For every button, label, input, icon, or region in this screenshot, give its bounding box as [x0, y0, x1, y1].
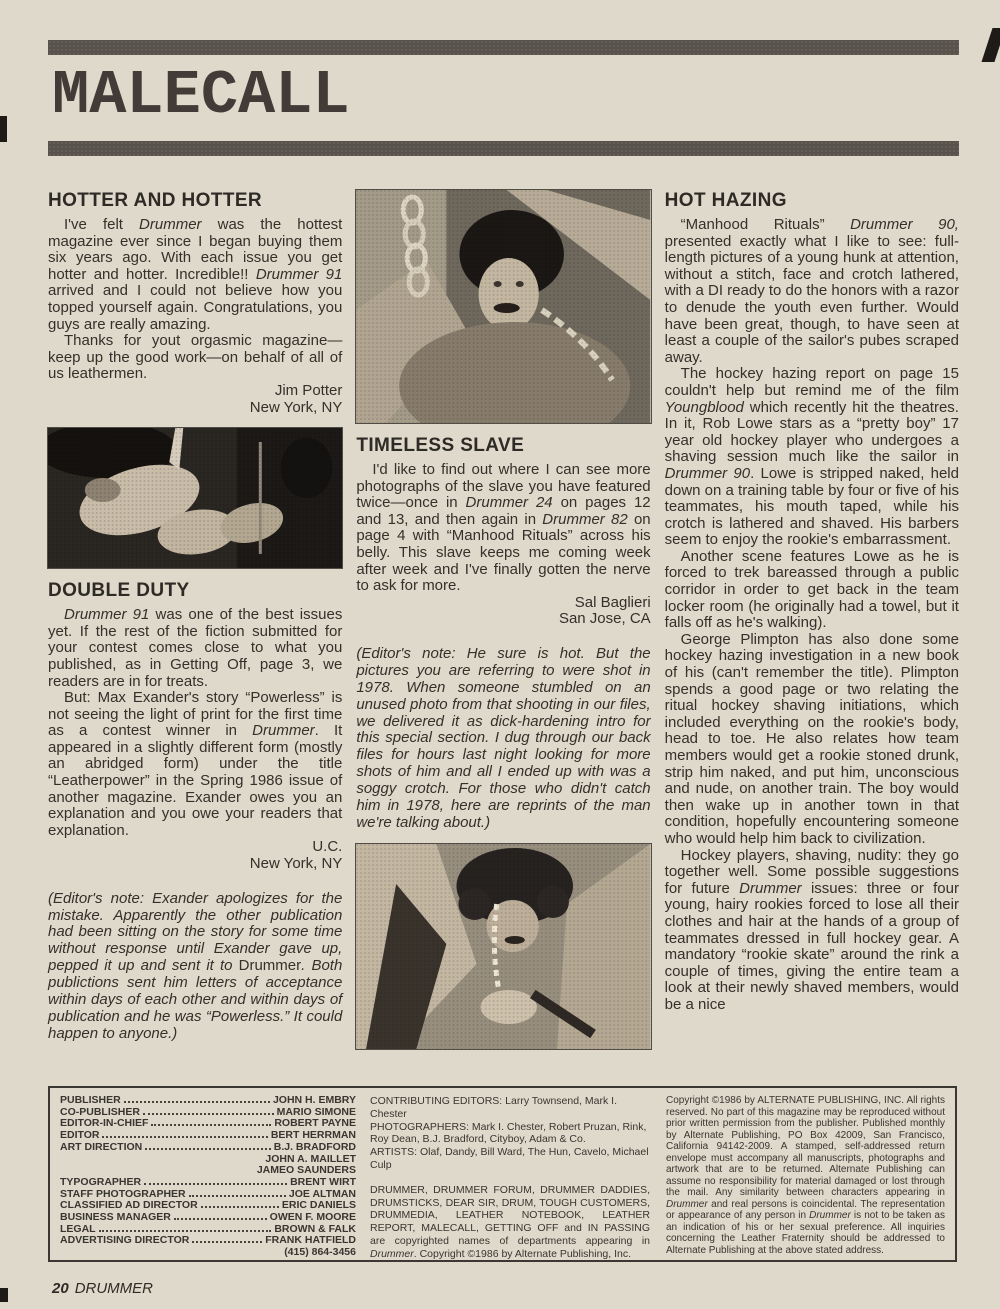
- dot-leader: [102, 1136, 267, 1138]
- staff-name: JOHN A. MAILLET: [265, 1152, 356, 1165]
- column-1: [48, 190, 342, 1061]
- text-segment: Drummer: [370, 1247, 414, 1260]
- column-2: [356, 190, 650, 1061]
- letter-paragraph: [48, 217, 342, 333]
- copyright-notice: [662, 1088, 955, 1260]
- staff-role: LEGAL: [60, 1222, 96, 1235]
- staff-name: ERIC DANIELS: [281, 1199, 356, 1212]
- text-segment: on page 4 with “Manhood Rituals” across his belly. This slave keeps me coming week after week and I've finally gotten the nerve to ask for more.: [356, 510, 651, 595]
- editors-note: [356, 646, 650, 832]
- staff-role: CLASSIFIED AD DIRECTOR: [60, 1199, 198, 1212]
- text-segment: Drummer: [252, 722, 315, 740]
- staff-name: JOHN H. EMBRY: [272, 1094, 356, 1106]
- text-segment: Drummer 24: [465, 494, 553, 512]
- text-segment: (Editor's note: He sure is hot. But the pictures you are referring to were shot in 1978. When someone stumbled on an unused photo from that shooting in our files, we delivered it as dick-hardening intro for this special section. I dug through our back files for hours last night looking for more shots of him and all I ended up with was a soggy crotch. For those who didn't catch him in 1978, here are reprints of the man we're talking about.): [356, 644, 651, 831]
- text-segment: Copyright ©1986 by ALTERNATE PUBLISHING, INC. All rights reserved. No part of this magazine may be reproduced without prior written permission from the publisher. Published monthly by Alternate Publishing, PO Box 42009, San Francisco, California 94142-2009. A stamped, self-addressed return envelope must accompany all manuscripts, photographs and artwork that are to be returned. Alternate Publishing can assume no responsibility for material damaged or lost through the mail. Any similarity between characters appearing in: [666, 1095, 945, 1198]
- letter-paragraph: [48, 607, 342, 690]
- text-segment: Drummer 90,: [850, 216, 959, 233]
- staff-name: JOE ALTMAN: [288, 1187, 356, 1200]
- text-segment: . Lowe is stripped naked, held down on a training table by four or five of his teammates, his mouth taped, while his crotch is lathered and shaved. His barbers seem to enjoy the rookie's embarrassment.: [664, 464, 959, 549]
- credit-line: PHOTOGRAPHERS: Mark I. Chester, Robert Pruzan, Rink, Roy Dean, B.J. Bradford, Cityboy, Adam & Co.: [370, 1120, 647, 1146]
- staff-role: CO-PUBLISHER: [60, 1105, 140, 1118]
- letter-heading: HOT HAZING: [664, 190, 787, 211]
- staff-name: (415) 864-3456: [284, 1246, 356, 1259]
- photo-collared: [356, 844, 650, 1049]
- title-rule: [48, 141, 959, 156]
- scan-artifact: [0, 1288, 8, 1302]
- letter-heading: HOTTER AND HOTTER: [48, 190, 263, 211]
- letters-columns: [48, 190, 959, 1061]
- staff-name: OWEN F. MOORE: [269, 1211, 356, 1224]
- staff-row: [60, 1247, 356, 1259]
- staff-name: JAMEO SAUNDERS: [256, 1164, 356, 1177]
- text-segment: “Manhood Rituals”: [680, 216, 851, 233]
- dot-leader: [143, 1113, 274, 1115]
- staff-name: FRANK HATFIELD: [265, 1234, 356, 1247]
- letter-signature: [48, 383, 342, 416]
- staff-name: MARIO SIMONE: [276, 1105, 356, 1118]
- dot-leader: [189, 1195, 286, 1197]
- photo-chained: [356, 190, 650, 423]
- letter-paragraph: [665, 848, 959, 1014]
- text-segment: I'd like to find out where I can see more photographs of the slave you have featured twice—once in: [356, 461, 651, 512]
- dot-leader: [174, 1218, 267, 1220]
- dot-leader: [151, 1124, 271, 1126]
- credit-line: CONTRIBUTING EDITORS: Larry Townsend, Mark I. Chester: [370, 1095, 617, 1120]
- staff-name: B.J. BRADFORD: [273, 1140, 356, 1153]
- page-title: MALECALL: [52, 60, 350, 131]
- departments-notice: [370, 1184, 650, 1261]
- text-segment: Another scene features Lowe as he is forced to trek bareassed through a public corridor in order to get back in the team locker room (he originally had a towel, but it falls off as he's walking).: [664, 547, 959, 632]
- staff-name: BRENT WIRT: [290, 1175, 356, 1188]
- staff-role: PUBLISHER: [60, 1094, 121, 1106]
- staff-role: BUSINESS MANAGER: [60, 1211, 171, 1224]
- credit-line: ARTISTS: Olaf, Dandy, Bill Ward, The Hun, Cavelo, Michael Culp: [370, 1146, 649, 1171]
- staff-role: TYPOGRAPHER: [60, 1175, 142, 1188]
- letter-signature: [356, 595, 650, 628]
- letter-signature: [48, 839, 342, 872]
- signature-line: New York, NY: [249, 855, 343, 873]
- letter-paragraph: [356, 462, 650, 595]
- magazine-name: DRUMMER: [74, 1280, 154, 1297]
- letter-heading: DOUBLE DUTY: [48, 580, 190, 602]
- photo-reclining: [48, 428, 342, 568]
- signature-line: Jim Potter: [274, 381, 343, 399]
- column-3: [665, 190, 959, 1061]
- text-segment: Drummer: [809, 1210, 851, 1221]
- dot-leader: [124, 1101, 270, 1103]
- text-segment: . It appeared in a slightly different form (mostly an abridged form) under the title “Leatherpower” in the Spring 1986 issue of another magazine. Exander owes you an explanation and you owe your readers that explanation.: [48, 722, 343, 839]
- text-segment: Drummer: [666, 1198, 708, 1210]
- text-segment: presented exactly what I like to see: full-length pictures of a young hunk at attention, without a stitch, face and crotch lathered, with a DI ready to do the honors with a razor to denude the youth even further. Would have been great, though, to have seen at least a couple of the sailor's pubes scraped away.: [664, 232, 959, 366]
- signature-line: San Jose, CA: [558, 610, 651, 628]
- text-segment: is not to be taken as an indication of his or her sexual preference. All inquiries concerning the Leather Fraternity should be addressed to Alternate Publishing at the above stated address.: [666, 1210, 945, 1256]
- staff-name: BERT HERRMAN: [270, 1129, 356, 1142]
- masthead-box: [48, 1086, 957, 1262]
- signature-line: New York, NY: [249, 398, 343, 416]
- dot-leader: [99, 1230, 272, 1232]
- text-segment: Youngblood: [664, 398, 744, 416]
- signature-line: U.C.: [312, 838, 343, 856]
- staff-row: [60, 1212, 356, 1224]
- text-segment: . Copyright ©1986 by Alternate Publishing, Inc.: [413, 1247, 632, 1260]
- staff-name: ROBERT PAYNE: [274, 1117, 356, 1130]
- page-footer: [52, 1280, 153, 1297]
- text-segment: issues: three or four young, hairy rookies forced to lose all their clothes and hair at the hands of a group of teammates dressed in full hockey gear. A mandatory “rookie skate” around the rink a couple of times, giving the entire team a look at their newly shaved members, would be a nice: [664, 879, 959, 1013]
- text-segment: Drummer 90: [664, 464, 751, 482]
- text-segment: I've felt: [64, 216, 140, 233]
- text-segment: DRUMMER, DRUMMER FORUM, DRUMMER DADDIES, DRUMSTICKS, DEAR SIR, DRUM, TOUGH CUSTOMERS, DRUMMEDIA, LEATHER NOTEBOOK, LEATHER REPORT, MALECALL, GETTING OFF and IN PASSING are copyrighted names of departments appearing in: [370, 1183, 650, 1247]
- text-segment: The hockey hazing report on page 15 couldn't help but remind me of the film: [664, 365, 959, 399]
- top-rule: [48, 40, 959, 55]
- text-segment: George Plimpton has also done some hockey hazing investigation in a new book of his (can't remember the title). Plimpton spends a good page or two relating the ritual hockey shaving initiations, which included everything on the rookie's body, head to toe. He also relates how team members would get a rookie stoned drunk, strip him naked, and put him, unconscious and nude, on another train. The boy would then wake up in another town in that condition, hopefully encountering someone who would help him back to civilization.: [664, 630, 959, 847]
- text-segment: on pages 12 and 13, and then again in: [356, 494, 651, 528]
- staff-role: EDITOR-IN-CHIEF: [60, 1117, 149, 1130]
- text-segment: was the hottest magazine ever since I began buying them six years ago. With each issue you get hotter and hotter. Incredible!!: [48, 216, 343, 283]
- text-segment: Drummer: [139, 216, 202, 233]
- masthead-credits: [366, 1088, 662, 1260]
- page-number: 20: [52, 1280, 69, 1297]
- text-segment: Drummer: [739, 879, 802, 897]
- letter-paragraph: [665, 632, 959, 848]
- dot-leader: [144, 1183, 287, 1185]
- text-segment: Drummer 91: [255, 265, 343, 283]
- scan-artifact: [981, 28, 1000, 62]
- staff-name: BROWN & FALK: [274, 1222, 356, 1235]
- letter-heading: TIMELESS SLAVE: [356, 435, 525, 456]
- staff-row: [60, 1177, 356, 1189]
- staff-row: [60, 1142, 356, 1154]
- editors-note: [48, 891, 342, 1043]
- text-segment: (Editor's note: Exander apologizes for the mistake. Apparently the other publication had been sitting on the story for some time without response until Exander gave up, pepped it up and sent it to: [48, 889, 343, 975]
- text-segment: and real persons is coincidental. The representation or appearance of any person in: [666, 1198, 945, 1221]
- staff-role: EDITOR: [60, 1129, 100, 1142]
- letter-paragraph: [48, 333, 342, 383]
- text-segment: arrived and I could not believe how you topped yourself again. Congratulations, you guys are really amazing.: [48, 282, 343, 333]
- letter-paragraph: [48, 690, 342, 839]
- staff-row: [60, 1095, 356, 1107]
- staff-role: STAFF PHOTOGRAPHER: [60, 1187, 186, 1200]
- letter-paragraph: [665, 217, 959, 366]
- text-segment: which recently hit the theatres. In it, Rob Lowe stars as a “pretty boy” 17 year old hockey player who undergoes a shaving session much like the sailor in: [664, 398, 959, 466]
- letter-paragraph: [665, 549, 959, 632]
- text-segment: . Both publictions sent him letters of acceptance within days of each other and within days of publication and he was “Powerless.” It could happen to anyone.): [48, 957, 343, 1042]
- contributing-credits: [370, 1095, 650, 1172]
- text-segment: was one of the best issues yet. If the rest of the fiction submitted for your contest comes close to what you published, as in Getting Off, page 3, we readers are in for treats.: [48, 606, 343, 690]
- staff-role: ART DIRECTION: [60, 1140, 143, 1153]
- dot-leader: [145, 1148, 270, 1150]
- dot-leader: [192, 1241, 262, 1243]
- staff-role: ADVERTISING DIRECTOR: [60, 1234, 190, 1247]
- masthead-staff-list: [50, 1088, 366, 1260]
- scan-artifact: [0, 116, 7, 142]
- text-segment: Hockey players, shaving, nudity: they go together well. Some possible suggestions for future: [664, 846, 959, 897]
- signature-line: Sal Baglieri: [574, 593, 651, 611]
- text-segment: Drummer: [238, 957, 302, 975]
- text-segment: Thanks for yout orgasmic magazine—keep up the good work—on behalf of all of us leathermen.: [48, 332, 343, 383]
- text-segment: Drummer 82: [542, 510, 628, 528]
- dot-leader: [201, 1206, 279, 1208]
- text-segment: But: Max Exander's story “Powerless” is not seeing the light of print for the first time as a contest winner in: [48, 689, 343, 740]
- letter-paragraph: [665, 366, 959, 549]
- text-segment: Drummer 91: [64, 606, 150, 624]
